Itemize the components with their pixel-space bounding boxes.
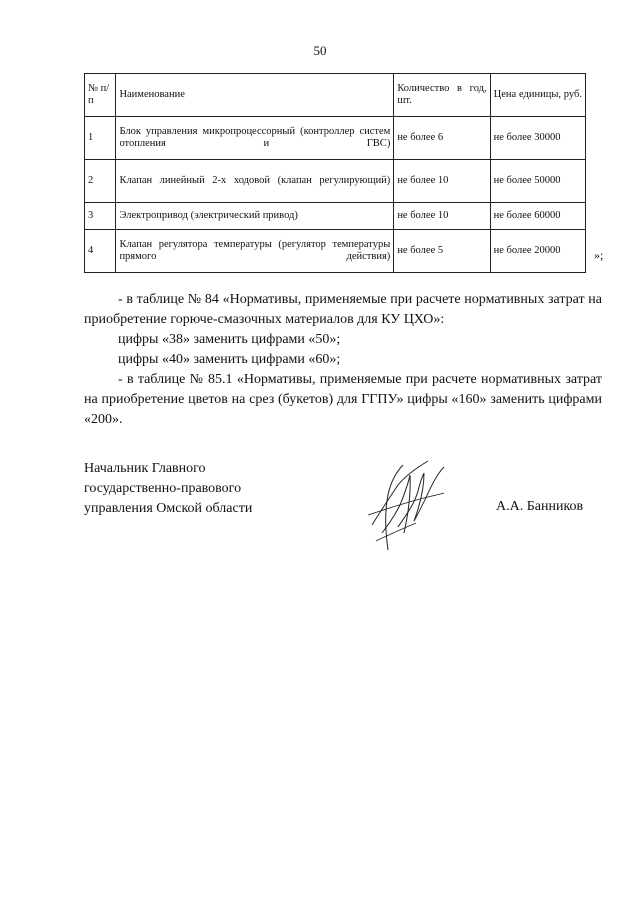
row-num: 1 [85, 117, 116, 160]
signatory-title-line: государственно-правового [84, 481, 242, 496]
paragraph-replace-40: цифры «40» заменить цифрами «60»; [118, 352, 341, 367]
row-price: не более 30000 [490, 117, 585, 160]
signatory-title [84, 459, 252, 519]
paragraph-table-85-1: - в таблице № 85.1 «Нормативы, применяемые при расчете нормативных затрат на приобретение цветов на срез (букетов) для ГГПУ» цифры «160» заменить цифрами «200». [84, 372, 602, 427]
row-price: не более 60000 [490, 203, 585, 230]
row-price: не более 50000 [490, 160, 585, 203]
row-qty: не более 10 [394, 160, 490, 203]
table-row [85, 117, 586, 160]
table-row [85, 203, 586, 230]
table-closing-quote: »; [594, 248, 604, 262]
header-price: Цена единицы, руб. [490, 74, 585, 117]
row-qty: не более 6 [394, 117, 490, 160]
signatory-title-line: управления Омской области [84, 501, 253, 516]
spec-table [84, 73, 586, 273]
row-qty: не более 5 [394, 230, 490, 273]
paragraph-replace-38: цифры «38» заменить цифрами «50»; [118, 332, 341, 347]
row-price: не более 20000 [490, 230, 585, 273]
row-qty: не более 10 [394, 203, 490, 230]
signatory-name: А.А. Банников [496, 499, 584, 514]
row-name: Электропривод (электрический привод) [116, 203, 394, 230]
signatory-title-line: Начальник Главного [84, 461, 206, 476]
paragraph-table-84: - в таблице № 84 «Нормативы, применяемые при расчете нормативных затрат на приобретение горюче-смазочных материалов для КУ ЦХО»: [84, 292, 602, 327]
header-qty: Количество в год, шт. [394, 74, 490, 117]
row-name: Клапан линейный 2-х ходовой (клапан регулирующий) [116, 160, 394, 203]
table-row [85, 230, 586, 273]
handwritten-signature-icon [358, 455, 448, 555]
header-num: № п/п [85, 74, 116, 117]
row-num: 4 [85, 230, 116, 273]
page-number: 50 [313, 43, 327, 58]
table-header-row [85, 74, 586, 117]
row-num: 2 [85, 160, 116, 203]
row-name: Блок управления микропроцессорный (контроллер систем отопления и ГВС) [116, 117, 394, 160]
table-row [85, 160, 586, 203]
row-num: 3 [85, 203, 116, 230]
header-name: Наименование [116, 74, 394, 117]
row-name: Клапан регулятора температуры (регулятор температуры прямого действия) [116, 230, 394, 273]
